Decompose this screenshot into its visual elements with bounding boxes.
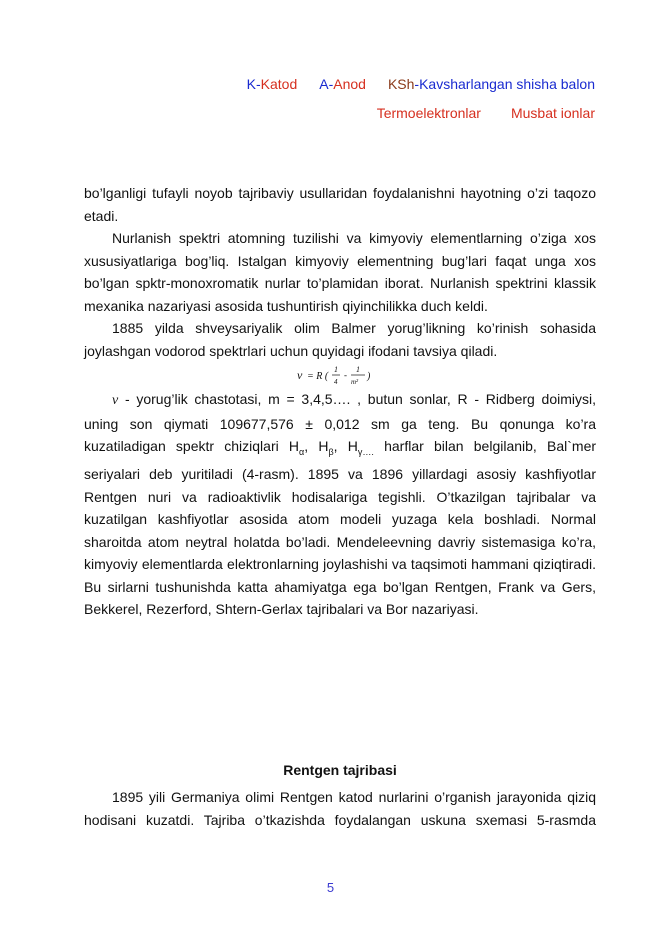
formula-num2: 1 <box>356 365 360 374</box>
legend-value-katod: Katod <box>260 76 298 92</box>
formula-close: ) <box>367 371 371 382</box>
paragraph-1: bo’lganligi tufayli noyob tajribaviy usullaridan foydalanishni hayotning o’zi taqozo etadi. <box>84 185 596 224</box>
main-text <box>84 182 596 621</box>
formula-eq: = R ( <box>307 371 329 382</box>
legend-value-anod: Anod <box>333 76 366 92</box>
legend-dash-a: - <box>328 76 334 92</box>
page-number: 5 <box>326 880 335 895</box>
legend-dash-ksh: - <box>414 76 420 92</box>
paragraph-4-part-a: - yorug’lik chastotasi, m = 3,4,5…. , butun sonlar, R - Ridberg doimiysi, uning son qiymati 109677,576 ± 0,012 sm ga teng. Bu qonunga ko’ra kuzatiladigan spektr chiziqlari H <box>84 391 596 454</box>
paragraph-4 <box>84 388 596 621</box>
legend-dash-k: - <box>255 76 261 92</box>
paragraph-2: Nurlanish spektri atomning tuzilishi va kimyoviy elementlarning o’ziga xos xususiyatlariga bog’liq. Istalgan kimyoviy elementning bug’lari faqat unga xos bo’lgan spktr-monoxromatik nurlar to’plamidan iborat. Nurlanish spektrini klassik mexanika nazariyasi asosida tushuntirish qiyinchilikka duch keldi. <box>84 230 596 314</box>
formula-den2: m² <box>351 378 359 386</box>
paragraph-3: 1885 yilda shveysariyalik olim Balmer yorug’likning ko’rinish sohasida joylashgan vodorod spektrlari uchun quyidagi ifodani tavsiya qiladi. <box>84 320 596 359</box>
legend-termoelektronlar: Termoelektronlar <box>376 105 481 121</box>
section-heading: Rentgen tajribasi <box>283 762 397 778</box>
figure-legend-line1 <box>247 76 595 92</box>
legend-key-ksh: KSh <box>387 76 415 92</box>
figure-legend-line2 <box>377 105 595 121</box>
paragraph-4-part-b: harflar bilan belgilanib, Bal`mer seriyalari deb yuritiladi (4-rasm). 1895 va 1896 yillardagi asosiy kashfiyotlar Rentgen nuri va radioaktivlik hodisalariga tegishli. O’tkazilgan tajribalar va kuzatilgan kashfiyotlar asosida atom modeli yuzaga kela boshladi. Normal sharoitda atom neytral holatda bo’ladi. Mendeleevning davriy sistemasiga ko’ra, kimyoviy elementlarda elektronlarning joylashishi va taqsimoti hammani qiziqtiradi. Bu sirlarni tushunishda katta ahamiyatga ega bo’lgan Rentgen, Frank va Gers, Bekkerel, Rezerford, Shtern-Gerlax tajribalari va Bor nazariyasi. <box>84 438 597 618</box>
sep-1: , H <box>304 438 329 454</box>
formula-minus: - <box>344 370 347 380</box>
formula-den1: 4 <box>334 378 338 386</box>
balmer-formula-svg <box>295 362 385 388</box>
h-alpha-sub: α <box>299 446 305 457</box>
formula-num1: 1 <box>334 365 338 374</box>
legend-key-k: K <box>246 76 256 92</box>
sep-2: , H <box>333 438 358 454</box>
balmer-formula <box>84 362 596 388</box>
legend-value-balon: Kavsharlangan shisha balon <box>419 76 595 92</box>
paragraph-5: 1895 yili Germaniya olimi Rentgen katod nurlarini o’rganish jarayonida qiziq hodisani kuzatdi. Tajriba o’tkazishda foydalangan uskuna sxemasi 5-rasmda <box>84 789 596 828</box>
legend-musbat-ionlar: Musbat ionlar <box>510 105 595 121</box>
section-text <box>84 786 596 831</box>
formula-lhs: ν <box>297 368 303 382</box>
h-gamma-sub: γ…. <box>357 446 374 457</box>
h-beta-sub: β <box>328 446 334 457</box>
nu-symbol: ν <box>112 393 119 408</box>
legend-key-a: A <box>319 76 329 92</box>
